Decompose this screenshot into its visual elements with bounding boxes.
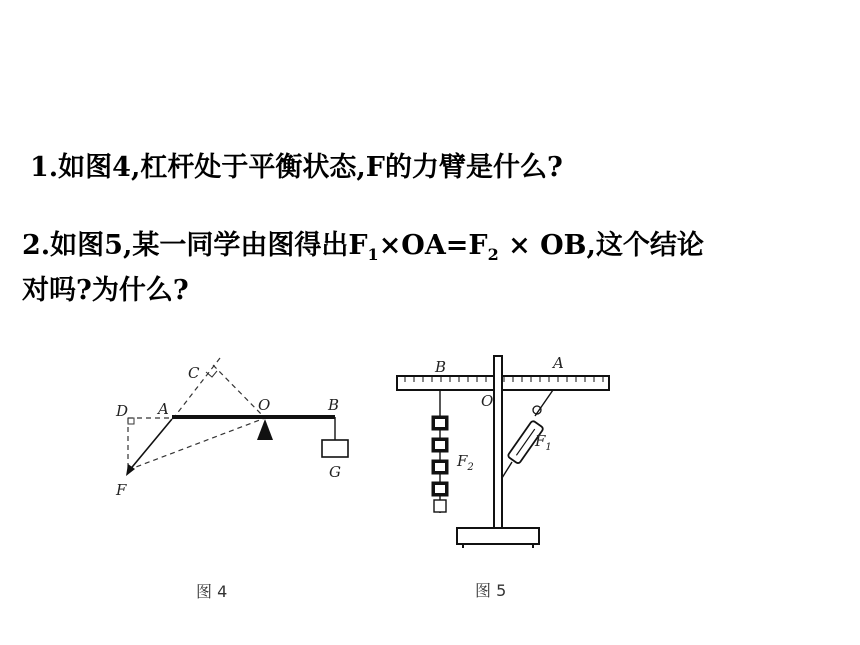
- force-f-line: [128, 419, 172, 472]
- label-b: B: [435, 358, 447, 376]
- label-f: F: [116, 481, 127, 499]
- figure-4-caption: 图 4: [196, 582, 228, 601]
- label-o: O: [481, 392, 494, 410]
- figure-5-lever-stand-diagram: [385, 348, 625, 608]
- weight-g: [322, 440, 348, 457]
- stand-post: [494, 356, 502, 528]
- pivot-fulcrum: [257, 419, 273, 440]
- label-b: B: [328, 396, 340, 414]
- question-2-sub-1: 1: [367, 245, 379, 264]
- figure-5-caption: 图 5: [475, 581, 507, 600]
- spring-scale-hook-line: [535, 390, 553, 416]
- label-o: O: [258, 396, 271, 414]
- weight-2-hollow: [435, 441, 445, 449]
- label-f2: $F_2$: [457, 452, 474, 473]
- weight-3-hollow: [435, 463, 445, 471]
- right-angle-mark-c: [206, 371, 217, 377]
- label-d: D: [116, 402, 129, 420]
- figure-4-lever-diagram: [100, 350, 370, 610]
- weight-4-hollow: [435, 485, 445, 493]
- right-angle-mark-d: [128, 418, 134, 424]
- label-f1: $F_1$: [535, 432, 552, 453]
- question-1: 1.如图4,杠杆处于平衡状态,F的力臂是什么?: [30, 152, 563, 183]
- question-2-text-a: 2.如图5,某一同学由图得出F: [22, 230, 368, 261]
- question-2-line-2: 对吗?为什么?: [22, 275, 189, 306]
- label-a: A: [158, 400, 169, 418]
- stand-base: [457, 528, 539, 544]
- question-2-sub-2: 2: [487, 245, 499, 264]
- dashed-line-f-to-o: [128, 418, 265, 470]
- spring-scale-lower-line: [502, 462, 512, 478]
- question-2-text-b: ×OA=F: [378, 230, 488, 261]
- weight-1-hollow: [435, 419, 445, 427]
- question-2-text-c: × OB,这个结论: [498, 230, 704, 261]
- label-a: A: [553, 354, 564, 372]
- weight-5: [434, 500, 446, 512]
- label-c: C: [188, 364, 200, 382]
- question-2: [22, 228, 842, 309]
- label-g: G: [329, 463, 341, 481]
